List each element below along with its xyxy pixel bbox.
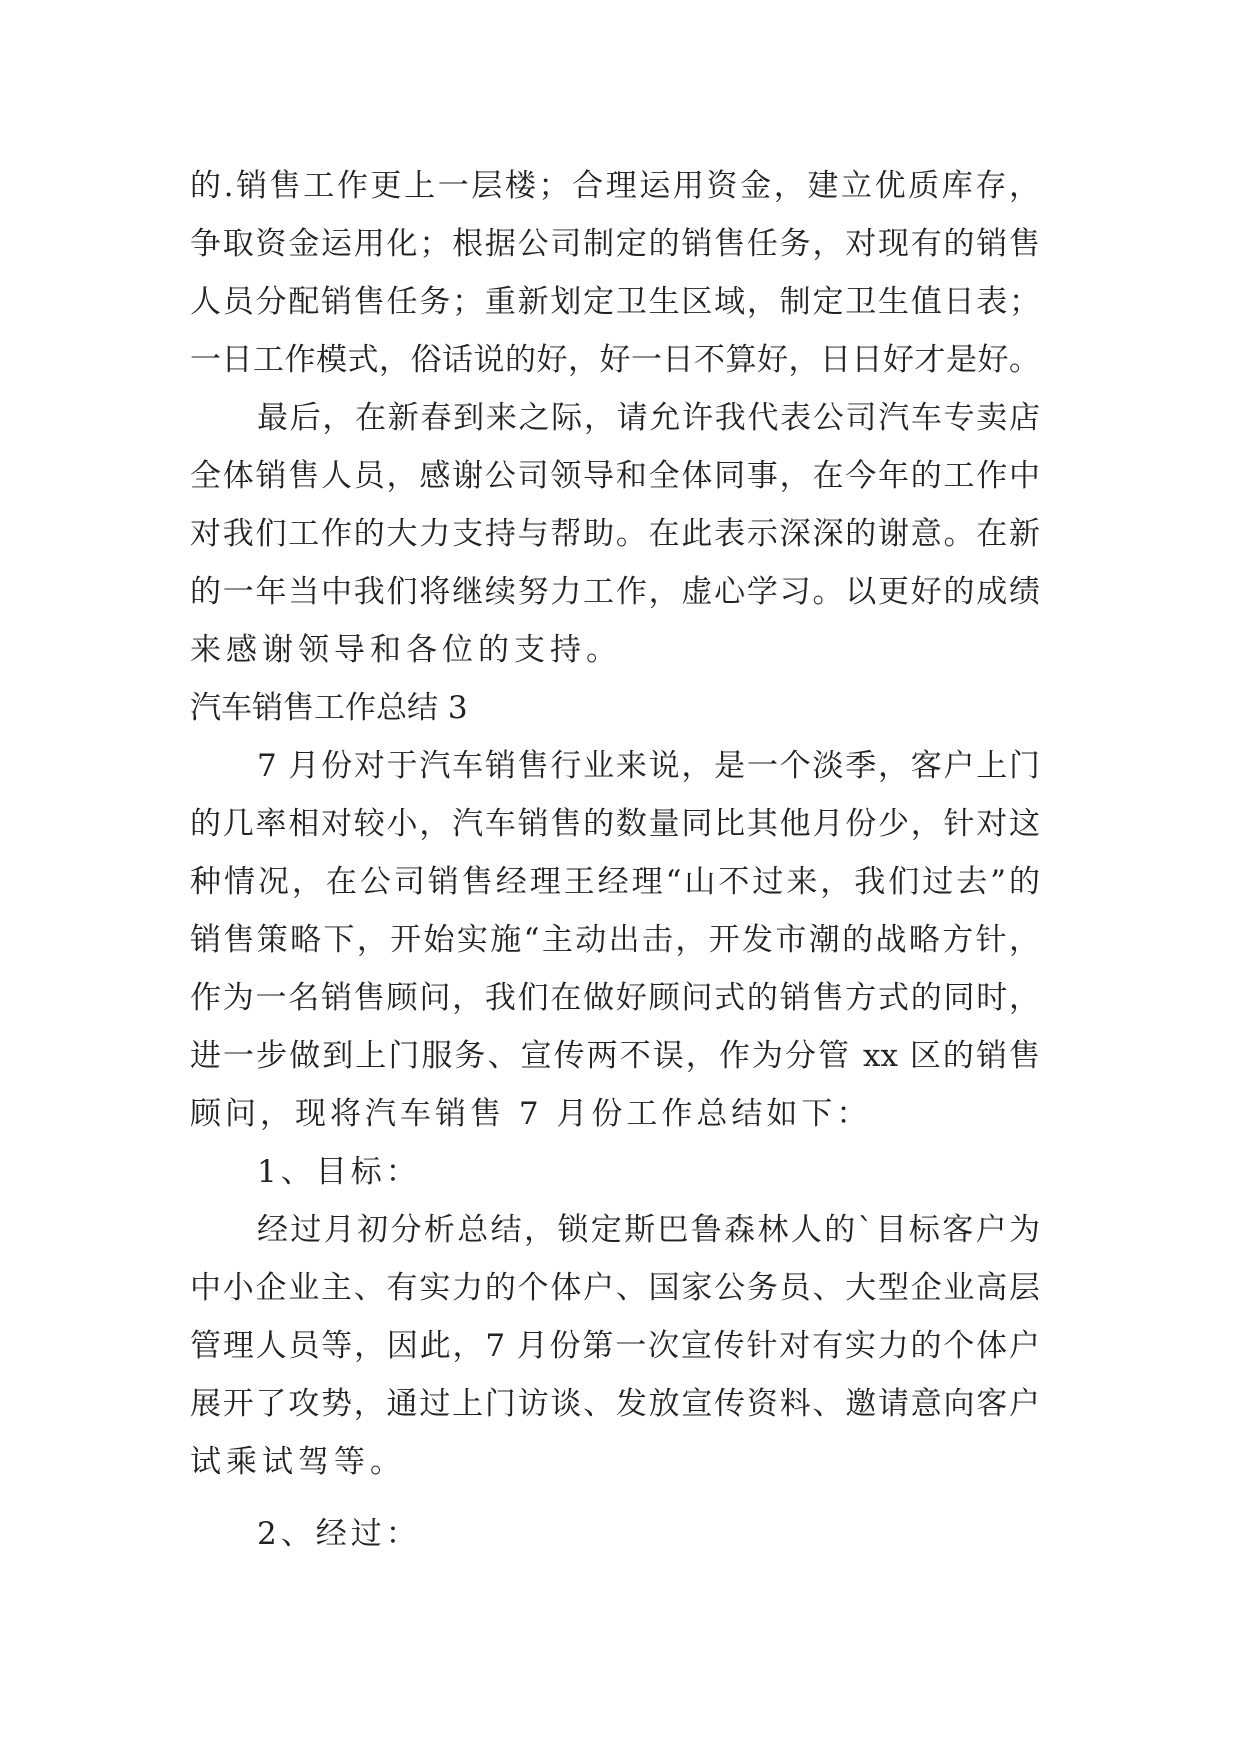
paragraph-line [0,1200,1241,1260]
line-text: 展开了攻势，通过上门访谈、发放宣传资料、邀请意向客户 [190,1386,1040,1422]
paragraph-line [0,272,1241,332]
line-text: 中小企业主、有实力的个体户、国家公务员、大型企业高层 [190,1270,1040,1306]
list-heading [0,1142,1241,1202]
line-text: 全体销售人员，感谢公司领导和全体同事，在今年的工作中 [190,458,1040,494]
line-text: 人员分配销售任务；重新划定卫生区域，制定卫生值日表； [190,284,1040,320]
line-text: 一日工作模式，俗话说的好，好一日不算好，日日好才是好。 [190,342,1040,378]
paragraph-line [0,736,1241,796]
paragraph-line [0,504,1241,564]
line-text: 最后，在新春到来之际，请允许我代表公司汽车专卖店 [257,400,1040,436]
paragraph-line [0,1084,1241,1144]
paragraph-line [0,446,1241,506]
line-text: 的几率相对较小，汽车销售的数量同比其他月份少，针对这 [190,806,1040,842]
paragraph-line [0,156,1241,216]
line-text: 销售策略下，开始实施“主动出击，开发市潮的战略方针， [190,922,1040,958]
paragraph-line [0,1316,1241,1376]
line-text: 种情况，在公司销售经理王经理“山不过来，我们过去”的 [190,864,1040,900]
paragraph-line [0,330,1241,390]
list-heading-text: 1、目标： [257,1154,421,1190]
paragraph-line [0,1026,1241,1086]
line-text: 经过月初分析总结，锁定斯巴鲁森林人的`目标客户为 [257,1212,1040,1248]
paragraph-line [0,1258,1241,1318]
paragraph-line [0,910,1241,970]
paragraph-line [0,1374,1241,1434]
paragraph-line [0,794,1241,854]
paragraph-line [0,852,1241,912]
section-heading [0,678,1241,738]
line-text: 7 月份对于汽车销售行业来说，是一个淡季，客户上门 [257,748,1040,784]
paragraph-line [0,388,1241,448]
paragraph-line [0,562,1241,622]
line-text: 顾问，现将汽车销售 7 月份工作总结如下： [190,1096,872,1132]
section-heading-text: 汽车销售工作总结 3 [190,690,468,726]
paragraph-line [0,968,1241,1028]
line-text: 对我们工作的大力支持与帮助。在此表示深深的谢意。在新 [190,516,1040,552]
paragraph-line [0,214,1241,274]
paragraph-line [0,1432,1241,1492]
paragraph-line [0,620,1241,680]
line-text: 的一年当中我们将继续努力工作，虚心学习。以更好的成绩 [190,574,1040,610]
line-text: 来感谢领导和各位的支持。 [190,632,622,668]
line-text: 管理人员等，因此，7 月份第一次宣传针对有实力的个体户 [190,1328,1040,1364]
line-text: 试乘试驾等。 [190,1444,406,1480]
line-text: 进一步做到上门服务、宣传两不误，作为分管 xx 区的销售 [190,1038,1040,1074]
list-heading-text: 2、经过： [257,1516,421,1552]
list-heading [0,1504,1241,1564]
line-text: 的.销售工作更上一层楼；合理运用资金，建立优质库存， [190,168,1040,204]
line-text: 争取资金运用化；根据公司制定的销售任务，对现有的销售 [190,226,1040,262]
line-text: 作为一名销售顾问，我们在做好顾问式的销售方式的同时， [190,980,1040,1016]
